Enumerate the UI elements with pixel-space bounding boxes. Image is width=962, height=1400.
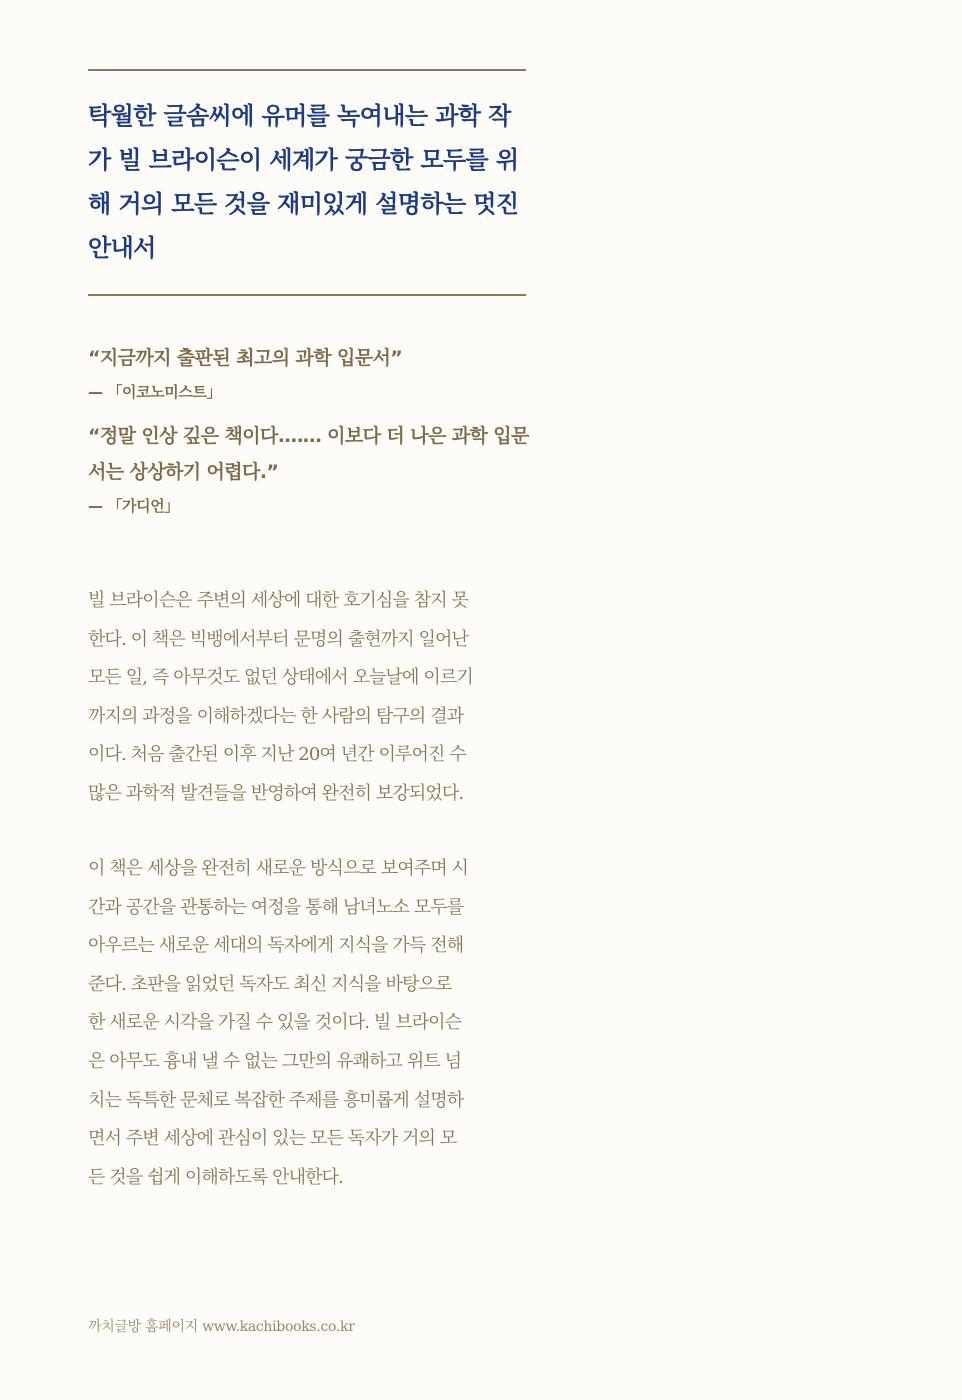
publisher-homepage: 까치글방 홈페이지 www.kachibooks.co.kr: [88, 1319, 355, 1335]
paragraph-line: 치는 독특한 문체로 복잡한 주제를 흥미롭게 설명하: [88, 1089, 464, 1111]
headline-line: 탁월한 글솜씨에 유머를 녹여내는 과학 작: [88, 102, 511, 130]
review-source: — 「가디언」: [88, 497, 179, 515]
paragraph-line: 간과 공간을 관통하는 여정을 통해 남녀노소 모두를: [88, 896, 464, 918]
paragraph-line: 이다. 처음 출간된 이후 지난 20여 년간 이루어진 수: [88, 744, 466, 766]
review-guardian: [88, 418, 528, 522]
paragraph-line: 이 책은 세상을 완전히 새로운 방식으로 보여주며 시: [88, 858, 468, 879]
paragraph-line: 면서 주변 세상에 관심이 있는 모든 독자가 거의 모: [88, 1128, 457, 1150]
description-paragraph-2: [88, 850, 528, 1197]
paragraph-line: 까지의 과정을 이해하겠다는 한 사람의 탐구의 결과: [88, 705, 464, 727]
paragraph-line: 모든 일, 즉 아무것도 없던 상태에서 오늘날에 이르기: [88, 667, 473, 689]
review-quotes: [88, 340, 528, 522]
headline: [88, 94, 528, 270]
description-paragraph-1: [88, 582, 528, 814]
paragraph-line: 많은 과학적 발견들을 반영하여 완전히 보강되었다.: [88, 782, 464, 804]
paragraph-line: 한 새로운 시각을 가질 수 있을 것이다. 빌 브라이슨: [88, 1012, 462, 1034]
paragraph-line: 든 것을 쉽게 이해하도록 안내한다.: [88, 1166, 343, 1188]
bottom-divider: [88, 294, 526, 296]
paragraph-line: 한다. 이 책은 빅뱅에서부터 문명의 출현까지 일어난: [88, 628, 468, 650]
headline-line: 안내서: [88, 234, 156, 262]
review-quote: “지금까지 출판된 최고의 과학 입문서”: [88, 347, 403, 369]
paragraph-line: 빌 브라이슨은 주변의 세상에 대한 호기심을 참지 못: [88, 590, 468, 611]
paragraph-line: 아우르는 새로운 세대의 독자에게 지식을 가득 전해: [88, 935, 464, 957]
review-economist: [88, 340, 528, 408]
paragraph-line: 은 아무도 흉내 낼 수 없는 그만의 유쾌하고 위트 넘: [88, 1050, 462, 1072]
headline-line: 해 거의 모든 것을 재미있게 설명하는 멋진: [88, 190, 519, 218]
top-divider: [88, 69, 526, 71]
paragraph-line: 준다. 초판을 읽었던 독자도 최신 지식을 바탕으로: [88, 973, 452, 995]
headline-line: 가 빌 브라이슨이 세계가 궁금한 모두를 위: [88, 146, 519, 174]
review-source: — 「이코노미스트」: [88, 383, 222, 401]
review-quote: 서는 상상하기 어렵다.”: [88, 461, 279, 483]
review-quote: “정말 인상 깊은 책이다.…… 이보다 더 나은 과학 입문: [88, 425, 529, 447]
